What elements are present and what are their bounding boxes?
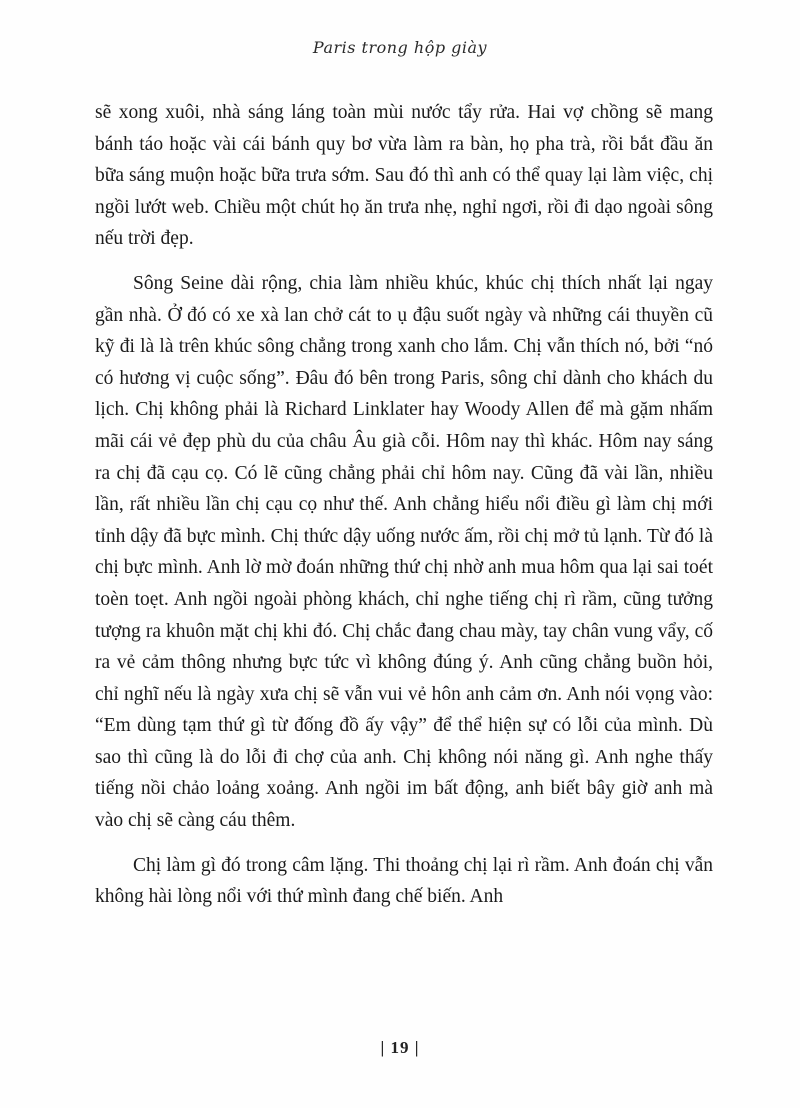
paragraph-1: sẽ xong xuôi, nhà sáng láng toàn mùi nước tẩy rửa. Hai vợ chồng sẽ mang bánh táo hoặc vài cái bánh quy bơ vừa làm ra bàn, họ pha trà, rồi bắt đầu ăn bữa sáng muộn hoặc bữa trưa sớm. Sau đó thì anh có thể quay lại làm việc, chị ngồi lướt web. Chiều một chút họ ăn trưa nhẹ, nghỉ ngơi, rồi đi dạo ngoài sông nếu trời đẹp.: [95, 102, 713, 250]
page-body-text: [95, 97, 713, 926]
page-number: | 19 |: [380, 1038, 420, 1057]
running-header-title: Paris trong hộp giày: [312, 38, 488, 57]
paragraph-3: Chị làm gì đó trong câm lặng. Thi thoảng chị lại rì rầm. Anh đoán chị vẫn không hài lòng nổi với thứ mình đang chế biến. Anh: [95, 854, 713, 908]
paragraph-2: Sông Seine dài rộng, chia làm nhiều khúc, khúc chị thích nhất lại ngay gần nhà. Ở đó có xe xà lan chở cát to ụ đậu suốt ngày và những cái thuyền cũ kỹ đi là là trên khúc sông chẳng trong xanh cho lắm. Chị vẫn thích nó, bởi “nó có hương vị cuộc sống”. Đâu đó bên trong Paris, sông chỉ dành cho khách du lịch. Chị không phải là Richard Linklater hay Woody Allen để mà gặm nhấm mãi cái vẻ đẹp phù du của châu Âu già cỗi. Hôm nay thì khác. Hôm nay sáng ra chị đã cạu cọ. Có lẽ cũng chẳng phải chỉ hôm nay. Cũng đã vài lần, nhiều lần, rất nhiều lần chị cạu cọ như thế. Anh chẳng hiểu nổi điều gì làm chị mới tỉnh dậy đã bực mình. Chị thức dậy uống nước ấm, rồi chị mở tủ lạnh. Từ đó là chị bực mình. Anh lờ mờ đoán những thứ chị nhờ anh mua hôm qua lại sai toét toèn toẹt. Anh ngồi ngoài phòng khách, chỉ nghe tiếng chị rì rầm, cũng tưởng tượng ra khuôn mặt chị khi đó. Chị chắc đang chau mày, tay chân vung vẩy, cố ra vẻ cảm thông nhưng bực tức vì không đúng ý. Anh cũng chẳng buồn hỏi, chỉ nghĩ nếu là ngày xưa chị sẽ vẫn vui vẻ hôn anh cảm ơn. Anh nói vọng vào: “Em dùng tạm thứ gì từ đống đồ ấy vậy” để thể hiện sự có lỗi của mình. Dù sao thì cũng là do lỗi đi chợ của anh. Chị không nói năng gì. Anh nghe thấy tiếng nồi chảo loảng xoảng. Anh ngồi im bất động, anh biết bây giờ anh mà vào chị sẽ càng cáu thêm.: [95, 272, 713, 832]
